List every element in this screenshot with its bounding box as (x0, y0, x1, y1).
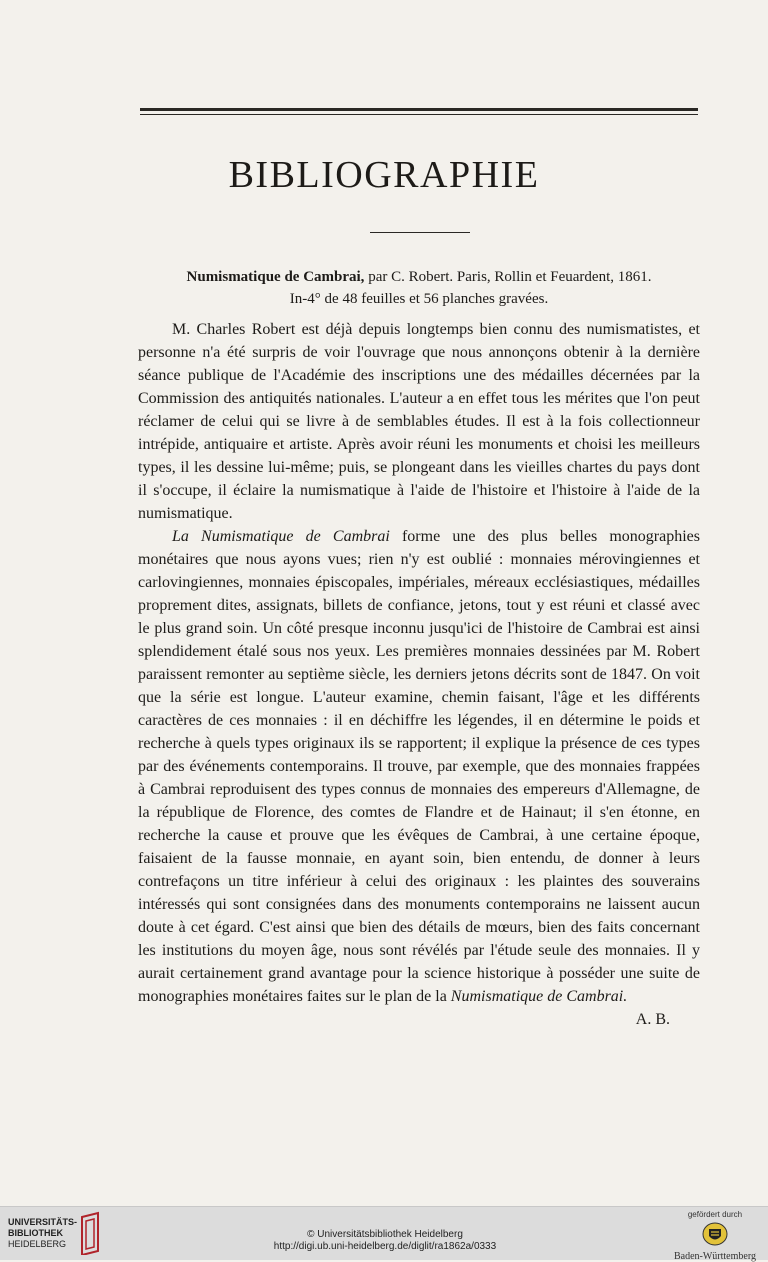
paragraph-2-italic-end: Numismatique de Cambrai. (450, 988, 628, 1005)
permalink[interactable]: http://digi.ub.uni-heidelberg.de/diglit/ra1862a/0333 (273, 1241, 497, 1252)
funder-name: Baden-Württemberg (673, 1251, 756, 1262)
library-logo-text (8, 1217, 77, 1250)
paragraph-1: M. Charles Robert est déjà depuis longtemps bien connu des numismatistes, et personne n'a été surpris de voir l'ouvrage que nous annonçons obtenir à la dernière séance publique de l'Académie des inscriptions une des médailles décernées par la Commission des antiquités nationales. L'auteur a en effet tous les mérites que l'on peut réclamer de celui qui se livre à de semblables études. Il est à la fois collectionneur intrépide, antiquaire et artiste. Après avoir réuni les monuments et choisi les meilleurs types, il les dessine lui-même; puis, se plongeant dans les vieilles chartes du pays dont il s'occupe, il éclaire la numismatique à l'aide de l'histoire et l'histoire à l'aide de la numismatique. (138, 321, 700, 522)
page-title: BIBLIOGRAPHIE (228, 154, 540, 196)
library-line-3: HEIDELBERG (8, 1239, 67, 1249)
signature: A. B. (635, 1011, 670, 1028)
funder-block (670, 1210, 760, 1262)
copyright-text: © Universitätsbibliothek Heidelberg (307, 1229, 463, 1240)
funded-by-label: gefördert durch (687, 1210, 743, 1219)
library-logo-icon (78, 1211, 104, 1255)
bibliographic-reference (140, 266, 698, 310)
reference-title: Numismatique de Cambrai, (186, 269, 365, 285)
top-rule (140, 108, 698, 111)
review-body (138, 318, 700, 1031)
top-rule-thin (140, 114, 698, 115)
library-line-1: UNIVERSITÄTS- (8, 1217, 78, 1227)
reference-line-2: In-4° de 48 feuilles et 56 planches gravées. (289, 291, 549, 307)
library-line-2: BIBLIOTHEK (8, 1228, 63, 1238)
footer-credits (240, 1229, 530, 1253)
crest-icon (700, 1221, 730, 1247)
reference-line-1 (140, 266, 698, 288)
paragraph-2-text: forme une des plus belles monographies monétaires que nous ayons vues; rien n'y est oublié : monnaies mérovingiennes et carlovingiennes, monnaies épiscopales, impériales, méreaux ecclésiastiques, médailles proprement dites, assignats, billets de confiance, jetons, tout y est réuni et classé avec le plus grand soin. Un côté presque inconnu jusqu'ici de l'histoire de Cambrai est ainsi splendidement étalé sous nos yeux. Les premières monnaies dessinées par M. Robert paraissent remonter au septième siècle, les derniers jetons décrits sont de 1847. On voit que la série est longue. L'auteur examine, chemin faisant, l'âge et les différents caractères de ces monnaies : il en déchiffre les légendes, il en détermine le poids et recherche à quels types originaux ils se rapportent; il explique la présence de ces types par des événements contemporains. Il trouve, par exemple, que des monnaies frappées à Cambrai reproduisent des types connus de monnaies des empereurs d'Allemagne, de la république de Florence, des comtes de Flandre et de Hainaut; il s'en étonne, en recherche la cause et prouve que les évêques de Cambrai, à une certaine époque, faisaient de la fausse monnaie, en ayant soin, bien entendu, de donner à leurs contrefaçons un titre inférieur à celui des originaux : les plaintes des souverains intéressés qui sont consignées dans des monuments contemporains ne laissent aucun doute à cet égard. C'est ainsi que bien des détails de mœurs, bien des faits concernant les institutions du moyen âge, nous sont révélés par l'étude seule des monnaies. Il y aurait certainement grand avantage pour la science historique à posséder une suite de monographies monétaires faites sur le plan de la (138, 528, 701, 1005)
footer-bar (0, 1206, 768, 1260)
paragraph-2-italic-title: La Numismatique de Cambrai (172, 528, 390, 545)
reference-publisher: par C. Robert. Paris, Rollin et Feuardent, 1861. (364, 269, 652, 285)
title-rule (370, 232, 470, 233)
paragraph-2 (138, 525, 701, 1028)
